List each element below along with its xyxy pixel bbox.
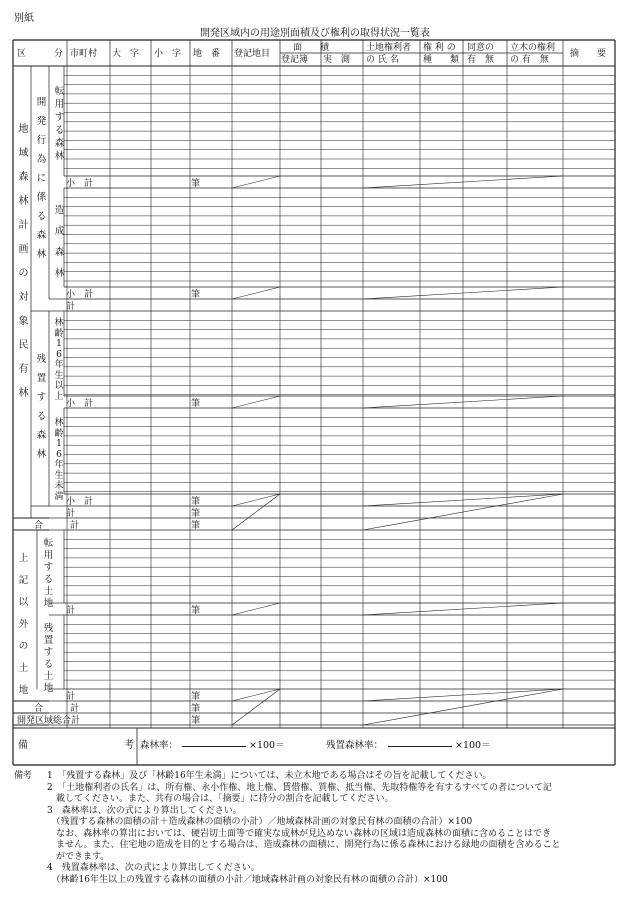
row-hitsu-kei-zanchi: 筆 <box>191 509 201 519</box>
header-kubun-1: 区 <box>17 49 27 59</box>
row-hitsu-sougokei: 筆 <box>191 716 201 726</box>
group-zosei-label: 造成森林 <box>54 205 65 279</box>
note-line: ません。また、住宅地の造成を目的とする場合は、造成森林の面積に、開発行為に係る森林における緑地の面積を含めること <box>47 840 561 850</box>
header-shichoson: 市町村 <box>70 49 98 59</box>
group-kaihatsu-label: 開発行為に係る森林 <box>36 97 47 260</box>
row-gokei-igai: 合 計 <box>34 704 80 714</box>
residual-rate-label: 残置森林率： <box>326 740 384 751</box>
note-line: 2 「土地権利者の氏名」は、所有権、永小作権、地上権、賃借権、質権、抵当権、先取特権等を有するすべての者について記 <box>47 782 552 793</box>
row-hitsu-zosei: 筆 <box>191 290 201 300</box>
header-kenri-1: 権 利 の <box>423 43 456 53</box>
forest-rate-line <box>182 746 246 747</box>
grid-line <box>232 494 280 506</box>
grid-line <box>232 689 280 725</box>
notes-heading: 備考 <box>14 771 33 781</box>
page-title: 開発区域内の用途別面積及び権利の取得状況一覧表 <box>200 28 430 39</box>
group-tenyo-shinrin-label: 転用する森林 <box>54 86 65 162</box>
header-kenri-2: 種 類 <box>423 55 460 65</box>
header-kenrisha-1: 土地権利者 <box>366 43 412 53</box>
group-igai-label: 上記以外の土地 <box>18 553 29 696</box>
group-zanchi-label: 残置する森林 <box>36 354 47 460</box>
header-doi-2: 有 無 <box>467 55 495 65</box>
remarks-label-1: 備 <box>18 740 28 751</box>
note-line: （林齢16年生以上の残置する森林の面積の小計／地域森林計画の対象民有林の面積の合計）×100 <box>47 874 448 885</box>
row-kei-zanchi: 計 <box>66 509 76 519</box>
forest-rate-suffix: ×100＝ <box>249 740 285 751</box>
grid-line <box>232 396 280 408</box>
note-line: 4 残置森林率は、次の式により算出してください。 <box>47 863 260 873</box>
row-kei-kaihatsu: 計 <box>66 302 76 312</box>
group-zanchi-tochi-label: 残置する土地 <box>43 623 54 694</box>
note-line: なお、森林率の算出においては、硬岩切土面等で確実な成林が見込めない森林の区域は造成森林の面積に含めることはでき <box>47 828 552 839</box>
note-line: 3 森林率は、次の式により算出してください。 <box>47 805 242 816</box>
note-line: 1 「残置する森林」及び「林齢16年生未満」については、未立木地である場合はその旨を記載してください。 <box>47 771 492 781</box>
row-hitsu-gokei-igai: 筆 <box>191 704 201 714</box>
note-line: ができます。 <box>47 851 110 862</box>
row-shokei-tenyo: 小 計 <box>66 179 94 189</box>
header-ryuboku-1: 立木の権利 <box>510 43 556 53</box>
residual-rate-line <box>388 746 452 747</box>
group-tenyo-tochi-label: 転用する土地 <box>43 538 54 609</box>
row-hitsu-kei-zanchi-tochi: 筆 <box>191 692 201 702</box>
row-shokei-zosei: 小 計 <box>66 290 94 300</box>
row-hitsu-rinrei-ue: 筆 <box>191 399 201 409</box>
attachment-label: 別紙 <box>14 13 34 24</box>
row-kei-tenyo-tochi: 計 <box>66 606 76 616</box>
row-sougokei: 開発区域総合計 <box>17 716 81 726</box>
header-tokibo: 登記簿 <box>281 55 309 65</box>
header-jissoku: 実 測 <box>323 55 351 65</box>
header-chiban: 地 番 <box>193 49 221 59</box>
note-line: （残置する森林の面積の計＋造成森林の面積の小計）／地域森林計画の対象民有林の面積の合計）×100 <box>47 817 473 827</box>
row-hitsu-rinrei-shita: 筆 <box>191 497 201 507</box>
header-oaza: 大 字 <box>112 49 140 59</box>
row-kei-zanchi-tochi: 計 <box>66 692 76 702</box>
residual-rate-suffix: ×100＝ <box>455 740 491 751</box>
header-koaza: 小 字 <box>154 49 182 59</box>
row-hitsu-tenyo: 筆 <box>191 179 201 189</box>
grid-line <box>232 287 280 299</box>
notes-list <box>47 771 561 886</box>
grid-line <box>232 176 280 188</box>
header-toki-chimoku: 登記地目 <box>234 49 271 59</box>
grid-line <box>232 689 280 701</box>
grid-line <box>232 603 280 615</box>
forest-rate-label: 森林率： <box>140 740 179 751</box>
group-rinrei-ue-label: 林齢16年生以上 <box>54 318 64 402</box>
header-biko: 摘 要 <box>570 49 607 59</box>
header-kubun-2: 分 <box>54 49 64 59</box>
row-shokei-rinrei-ue: 小 計 <box>66 399 94 409</box>
row-gokei-chiiki: 合 計 <box>34 521 80 531</box>
header-ryuboku-2: の 有 無 <box>510 55 549 65</box>
row-hitsu-kei-tenyo-tochi: 筆 <box>191 606 201 616</box>
header-doi-1: 同意の <box>467 43 495 53</box>
header-kenrisha-2: の 氏 名 <box>366 55 399 65</box>
remarks-label-2: 考 <box>124 740 134 751</box>
row-hitsu-gokei-chiiki: 筆 <box>191 521 201 531</box>
row-shokei-rinrei-shita: 小 計 <box>66 497 94 507</box>
header-menseki: 面 積 <box>293 43 330 53</box>
group-rinrei-shita-label: 林齢16年生未満 <box>54 418 64 502</box>
group-chiiki-label: 地域森林計画の対象民有林 <box>18 124 29 399</box>
grid-line <box>232 494 280 530</box>
note-line: 載してください。また、共有の場合は、「摘要」に持分の割合を記載してください。 <box>47 794 394 804</box>
